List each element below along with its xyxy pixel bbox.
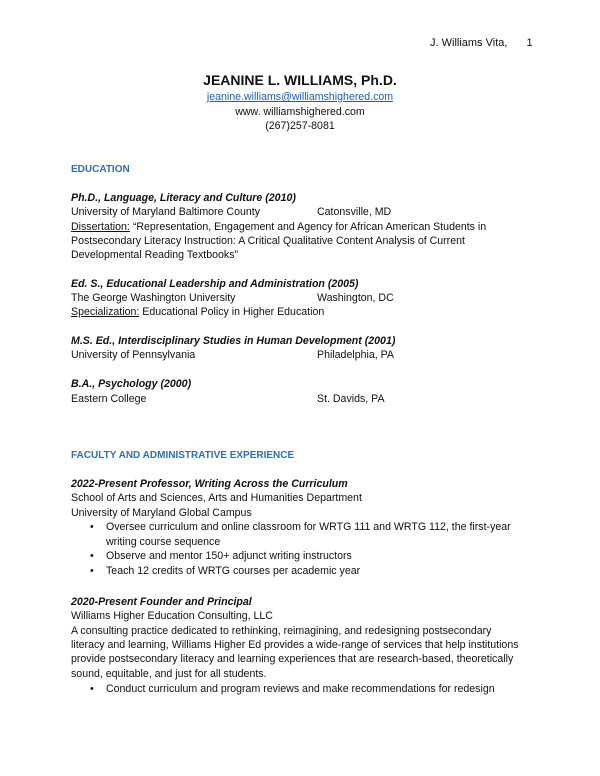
experience-heading: FACULTY AND ADMINISTRATIVE EXPERIENCE bbox=[71, 450, 295, 461]
bullet-icon: • bbox=[90, 565, 94, 577]
dissertation-text-2: Postsecondary Literacy Instruction: A Critical Qualitative Content Analysis of Current bbox=[71, 235, 465, 247]
running-header bbox=[430, 37, 533, 49]
job2-desc-2: literacy and learning, Williams Higher Ed provides a wide-range of services that help institutions bbox=[71, 639, 519, 651]
eds-location: Washington, DC bbox=[317, 292, 394, 304]
page-number: 1 bbox=[526, 37, 533, 49]
ba-location: St. Davids, PA bbox=[317, 393, 385, 405]
job2-org: Williams Higher Education Consulting, LLC bbox=[71, 610, 273, 622]
phd-dissertation bbox=[71, 220, 486, 234]
job1-dept: School of Arts and Sciences, Arts and Humanities Department bbox=[71, 492, 362, 504]
job2-desc-1: A consulting practice dedicated to rethinking, reimagining, and redesigning postsecondary bbox=[71, 625, 492, 637]
phd-school: University of Maryland Baltimore County bbox=[71, 206, 260, 218]
dissertation-text-1: “Representation, Engagement and Agency for African American Students in bbox=[129, 221, 487, 233]
job1-bullet-1-cont: writing course sequence bbox=[106, 536, 221, 548]
job2-title: 2020-Present Founder and Principal bbox=[71, 596, 252, 608]
phone: (267)257-8081 bbox=[265, 120, 335, 132]
eds-specialization bbox=[71, 305, 324, 319]
dissertation-label: Dissertation: bbox=[71, 221, 130, 233]
dissertation-text-3: Developmental Reading Textbooks” bbox=[71, 249, 239, 261]
education-heading: EDUCATION bbox=[71, 164, 130, 175]
bullet-icon: • bbox=[90, 550, 94, 562]
running-head-text: J. Williams Vita, bbox=[430, 37, 508, 49]
email-link[interactable]: jeanine.williams@williamshighered.com bbox=[206, 91, 394, 103]
eds-title: Ed. S., Educational Leadership and Administration (2005) bbox=[71, 278, 359, 290]
job2-bullet-1: Conduct curriculum and program reviews and make recommendations for redesign bbox=[106, 683, 495, 695]
job1-bullet-3: Teach 12 credits of WRTG courses per academic year bbox=[106, 565, 361, 577]
job1-bullet-1: Oversee curriculum and online classroom for WRTG 111 and WRTG 112, the first-year bbox=[106, 521, 511, 533]
eds-school: The George Washington University bbox=[71, 292, 236, 304]
candidate-name: JEANINE L. WILLIAMS, Ph.D. bbox=[203, 72, 397, 88]
phd-location: Catonsville, MD bbox=[317, 206, 392, 218]
job1-org: University of Maryland Global Campus bbox=[71, 507, 252, 519]
job2-desc-4: sound, equitable, and just for all students. bbox=[71, 668, 267, 680]
job1-title: 2022-Present Professor, Writing Across the Curriculum bbox=[71, 478, 348, 490]
bullet-icon: • bbox=[90, 683, 94, 695]
bullet-icon: • bbox=[90, 521, 94, 533]
ba-title: B.A., Psychology (2000) bbox=[71, 378, 192, 390]
phd-title: Ph.D., Language, Literacy and Culture (2010) bbox=[71, 192, 296, 204]
email-row bbox=[0, 91, 600, 103]
job1-bullet-2: Observe and mentor 150+ adjunct writing instructors bbox=[106, 550, 352, 562]
website: www. williamshighered.com bbox=[235, 106, 365, 118]
job2-desc-3: provide postsecondary literacy and learning experiences that are research-based, theoretically bbox=[71, 653, 514, 665]
msed-school: University of Pennsylvania bbox=[71, 349, 196, 361]
specialization-label: Specialization: bbox=[71, 306, 140, 318]
msed-title: M.S. Ed., Interdisciplinary Studies in Human Development (2001) bbox=[71, 335, 396, 347]
ba-school: Eastern College bbox=[71, 393, 147, 405]
specialization-text: Educational Policy in Higher Education bbox=[139, 306, 325, 318]
msed-location: Philadelphia, PA bbox=[317, 349, 394, 361]
